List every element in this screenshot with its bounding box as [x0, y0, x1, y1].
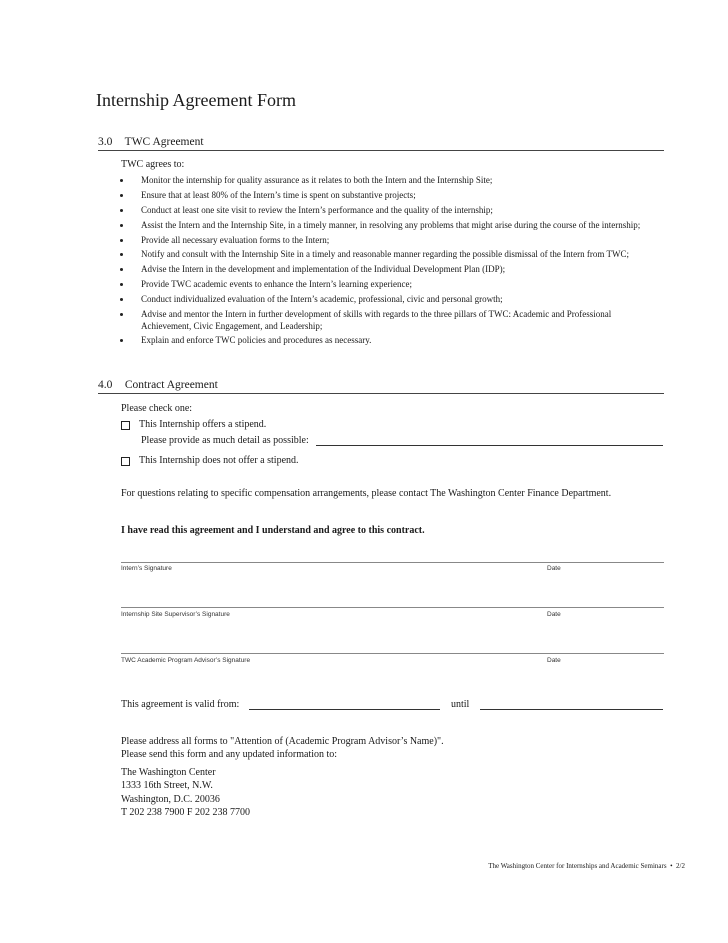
agree-statement: I have read this agreement and I understand and agree to this contract. [121, 525, 425, 536]
stipend-offered-checkbox[interactable] [121, 421, 130, 430]
supervisor-signature-label: Internship Site Supervisor’s Signature [121, 611, 230, 618]
address-org: The Washington Center [121, 767, 216, 778]
advisor-signature-line[interactable] [121, 653, 664, 654]
instruction-line-1: Please address all forms to "Attention of (Academic Program Advisor’s Name)". [121, 736, 444, 747]
bullet-icon [120, 253, 123, 256]
finance-note: For questions relating to specific compensation arrangements, please contact The Washington Center Finance Department. [121, 488, 612, 499]
valid-from-field[interactable] [249, 698, 440, 710]
stipend-detail-field[interactable] [316, 434, 663, 446]
list-item: Notify and consult with the Internship Site in a timely and reasonable manner regarding the possible dismissal of the Intern from TWC; [118, 249, 654, 261]
valid-until-field[interactable] [480, 698, 663, 710]
list-item: Advise and mentor the Intern in further development of skills with regards to the three pillars of TWC: Academic and Professional Achievement, Civic Engagement, and Leadership; [118, 309, 654, 332]
intern-signature-line[interactable] [121, 562, 664, 563]
bullet-icon [120, 224, 123, 227]
page-title: Internship Agreement Form [96, 90, 296, 110]
valid-from-label: This agreement is valid from: [121, 699, 240, 710]
list-item: Ensure that at least 80% of the Intern’s time is spent on substantive projects; [118, 190, 654, 202]
address-phone: T 202 238 7900 F 202 238 7700 [121, 807, 250, 818]
list-item: Monitor the internship for quality assurance as it relates to both the Intern and the Internship Site; [118, 175, 654, 187]
page-number: 2/2 [676, 862, 685, 870]
section-3-title: TWC Agreement [124, 136, 204, 148]
supervisor-signature-line[interactable] [121, 607, 664, 608]
address-street: 1333 16th Street, N.W. [121, 780, 213, 791]
bullet-icon [120, 268, 123, 271]
valid-until-label: until [451, 699, 470, 710]
check-prompt: Please check one: [121, 403, 193, 414]
intern-signature-label: Intern’s Signature [121, 565, 172, 572]
supervisor-date-label: Date [547, 611, 561, 618]
bullet-icon [120, 298, 123, 301]
twc-agreement-list [118, 175, 654, 350]
footer-separator-icon: • [668, 862, 675, 870]
page-footer [488, 862, 685, 870]
list-item: Assist the Intern and the Internship Site, in a timely manner, in resolving any problems that might arise during the course of the internship; [118, 220, 654, 232]
bullet-icon [120, 283, 123, 286]
bullet-icon [120, 194, 123, 197]
list-item: Explain and enforce TWC policies and procedures as necessary. [118, 335, 654, 347]
list-item: Advise the Intern in the development and implementation of the Individual Development Plan (IDP); [118, 264, 654, 276]
advisor-date-label: Date [547, 657, 561, 664]
list-item: Conduct individualized evaluation of the Intern’s academic, professional, civic and personal growth; [118, 294, 654, 306]
section-4-number: 4.0 [98, 379, 113, 391]
section-3-heading [98, 136, 664, 151]
list-item: Provide all necessary evaluation forms to the Intern; [118, 235, 654, 247]
stipend-detail-label: Please provide as much detail as possible: [141, 435, 309, 446]
list-item: Conduct at least one site visit to review the Intern’s performance and the quality of the internship; [118, 205, 654, 217]
advisor-signature-label: TWC Academic Program Advisor’s Signature [121, 657, 251, 664]
no-stipend-label: This Internship does not offer a stipend. [139, 455, 299, 466]
footer-text: The Washington Center for Internships and Academic Seminars [488, 862, 667, 870]
stipend-offered-label: This Internship offers a stipend. [139, 419, 267, 430]
list-item: Provide TWC academic events to enhance the Intern’s learning experience; [118, 279, 654, 291]
address-city: Washington, D.C. 20036 [121, 794, 220, 805]
section-3-number: 3.0 [98, 136, 113, 148]
bullet-icon [120, 313, 123, 316]
instruction-line-2: Please send this form and any updated information to: [121, 749, 338, 760]
no-stipend-checkbox[interactable] [121, 457, 130, 466]
bullet-icon [120, 179, 123, 182]
bullet-icon [120, 239, 123, 242]
bullet-icon [120, 209, 123, 212]
bullet-icon [120, 339, 123, 342]
section-4-title: Contract Agreement [124, 379, 218, 391]
intern-date-label: Date [547, 565, 561, 572]
section-4-heading [98, 379, 664, 394]
section-3-intro: TWC agrees to: [121, 159, 185, 170]
